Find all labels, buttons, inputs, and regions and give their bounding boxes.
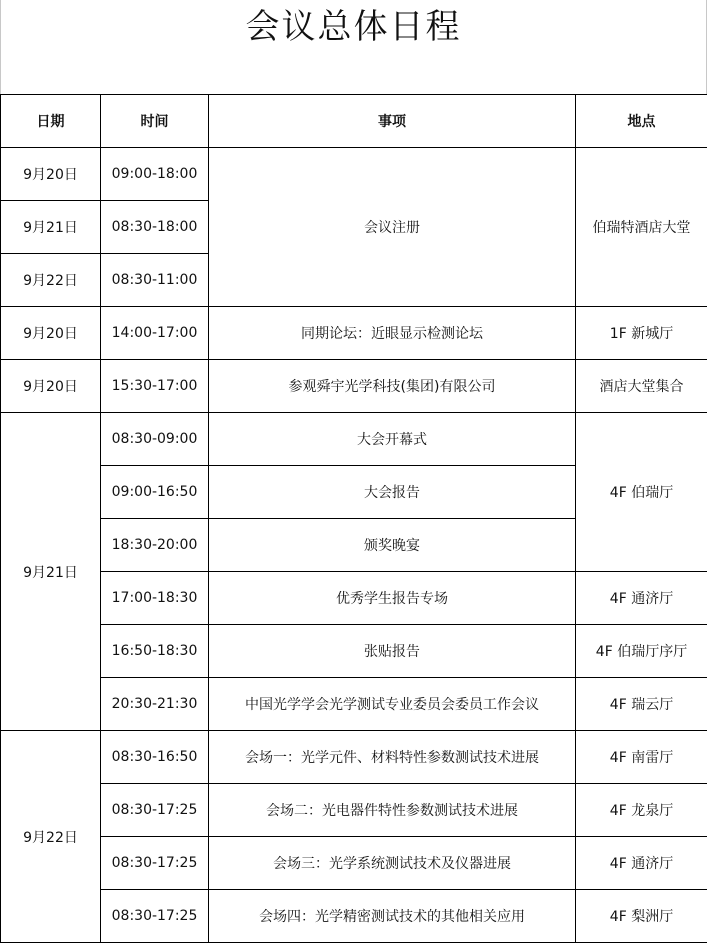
item-cell: 会议注册 <box>209 148 576 307</box>
venue-cell: 4F 伯瑞厅序厅 <box>576 625 707 678</box>
table-row <box>1 625 707 678</box>
table-row <box>1 148 707 201</box>
venue-cell: 伯瑞特酒店大堂 <box>576 148 707 307</box>
table-row <box>1 572 707 625</box>
date-cell: 9月22日 <box>1 731 101 943</box>
schedule-table <box>0 94 707 943</box>
time-cell: 20:30-21:30 <box>101 678 209 731</box>
header-row <box>1 95 707 148</box>
venue-cell: 酒店大堂集合 <box>576 360 707 413</box>
header-date: 日期 <box>1 95 101 148</box>
item-cell: 中国光学学会光学测试专业委员会委员工作会议 <box>209 678 576 731</box>
table-row <box>1 837 707 890</box>
venue-cell: 4F 南雷厅 <box>576 731 707 784</box>
date-cell: 9月20日 <box>1 360 101 413</box>
header-time: 时间 <box>101 95 209 148</box>
table-row <box>1 784 707 837</box>
item-cell: 张贴报告 <box>209 625 576 678</box>
table-row <box>1 360 707 413</box>
header-venue: 地点 <box>576 95 707 148</box>
time-cell: 08:30-17:25 <box>101 784 209 837</box>
time-cell: 16:50-18:30 <box>101 625 209 678</box>
date-cell: 9月21日 <box>1 201 101 254</box>
date-cell: 9月22日 <box>1 254 101 307</box>
time-cell: 08:30-17:25 <box>101 890 209 943</box>
time-cell: 14:00-17:00 <box>101 307 209 360</box>
item-cell: 大会开幕式 <box>209 413 576 466</box>
venue-cell: 1F 新城厅 <box>576 307 707 360</box>
venue-cell: 4F 通济厅 <box>576 837 707 890</box>
date-cell: 9月20日 <box>1 148 101 201</box>
item-cell: 会场三：光学系统测试技术及仪器进展 <box>209 837 576 890</box>
item-cell: 颁奖晚宴 <box>209 519 576 572</box>
item-cell: 会场四：光学精密测试技术的其他相关应用 <box>209 890 576 943</box>
venue-cell: 4F 瑞云厅 <box>576 678 707 731</box>
item-cell: 参观舜宇光学科技(集团)有限公司 <box>209 360 576 413</box>
time-cell: 08:30-16:50 <box>101 731 209 784</box>
time-cell: 09:00-16:50 <box>101 466 209 519</box>
table-row <box>1 731 707 784</box>
venue-cell: 4F 梨洲厅 <box>576 890 707 943</box>
date-cell: 9月20日 <box>1 307 101 360</box>
item-cell: 同期论坛：近眼显示检测论坛 <box>209 307 576 360</box>
time-cell: 08:30-11:00 <box>101 254 209 307</box>
table-row <box>1 307 707 360</box>
venue-cell: 4F 伯瑞厅 <box>576 413 707 572</box>
item-cell: 优秀学生报告专场 <box>209 572 576 625</box>
header-item: 事项 <box>209 95 576 148</box>
time-cell: 08:30-18:00 <box>101 201 209 254</box>
item-cell: 会场二：光电器件特性参数测试技术进展 <box>209 784 576 837</box>
item-cell: 会场一：光学元件、材料特性参数测试技术进展 <box>209 731 576 784</box>
time-cell: 15:30-17:00 <box>101 360 209 413</box>
table-row <box>1 413 707 466</box>
venue-cell: 4F 龙泉厅 <box>576 784 707 837</box>
time-cell: 09:00-18:00 <box>101 148 209 201</box>
time-cell: 08:30-09:00 <box>101 413 209 466</box>
page-title: 会议总体日程 <box>245 7 462 47</box>
venue-cell: 4F 通济厅 <box>576 572 707 625</box>
time-cell: 17:00-18:30 <box>101 572 209 625</box>
table-row <box>1 890 707 943</box>
table-row <box>1 678 707 731</box>
date-cell: 9月21日 <box>1 413 101 731</box>
item-cell: 大会报告 <box>209 466 576 519</box>
time-cell: 18:30-20:00 <box>101 519 209 572</box>
time-cell: 08:30-17:25 <box>101 837 209 890</box>
